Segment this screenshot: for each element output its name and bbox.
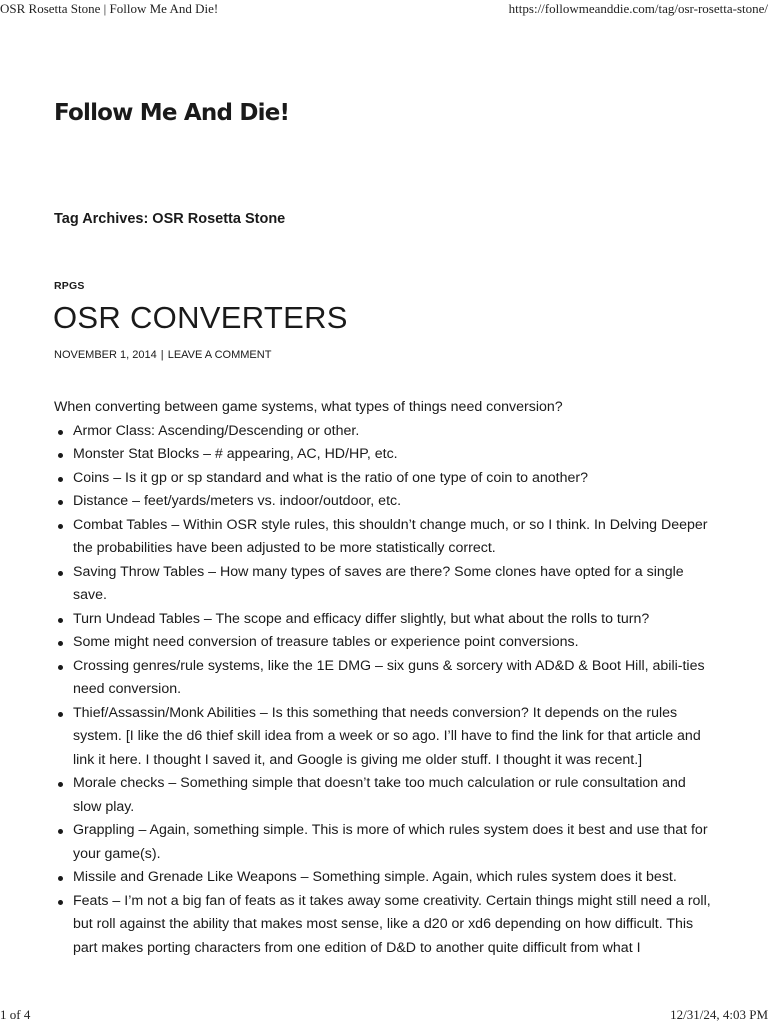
list-item-text: Grappling – Again, something simple. This is more of which rules system does it best and use that for your game(s).: [73, 822, 708, 862]
list-item: [73, 866, 716, 890]
list-item: [73, 561, 716, 608]
list-item-text: Distance – feet/yards/meters vs. indoor/outdoor, etc.: [73, 493, 402, 509]
post-title[interactable]: OSR CONVERTERS: [53, 300, 348, 335]
list-item-text: Saving Throw Tables – How many types of saves are there? Some clones have opted for a single save.: [73, 563, 684, 603]
archive-title: Tag Archives: OSR Rosetta Stone: [54, 211, 286, 227]
bullet-icon: [58, 477, 63, 482]
bullet-icon: [58, 876, 63, 881]
list-item-text: Monster Stat Blocks – # appearing, AC, HD/HP, etc.: [73, 446, 398, 462]
list-item: [73, 655, 716, 702]
list-item-text: Armor Class: Ascending/Descending or other.: [73, 422, 360, 439]
list-item-text: Missile and Grenade Like Weapons – Something simple. Again, which rules system does it best.: [73, 869, 677, 885]
list-item-text: Thief/Assassin/Monk Abilities – Is this something that needs conversion? It depends on the rules system. [I like the d6 thief skill idea from a week or so ago. I’ll have to find the link for that article and link it here. I thought I saved it, and Google is giving me older stuff. I thought it was recent.]: [73, 704, 701, 768]
list-item-text: Crossing genres/rule systems, like the 1E DMG – six guns & sorcery with AD&D & Boot Hill, abili-ties need conversion.: [73, 657, 705, 697]
bullet-icon: [58, 524, 63, 529]
list-item: [73, 702, 716, 773]
list-item: [73, 772, 716, 819]
bullet-icon: [58, 453, 63, 458]
print-timestamp: 12/31/24, 4:03 PM: [670, 1007, 768, 1022]
list-item: [73, 490, 716, 514]
bullet-icon: [58, 430, 63, 435]
bullet-icon: [58, 641, 63, 646]
bullet-icon: [58, 500, 63, 505]
print-page-title: OSR Rosetta Stone | Follow Me And Die!: [0, 1, 219, 16]
list-item: [73, 890, 716, 961]
post-category-link[interactable]: RPGS: [54, 280, 85, 292]
print-header: [0, 0, 768, 20]
list-item-text: Some might need conversion of treasure tables or experience point conversions.: [73, 634, 579, 650]
list-item: [73, 420, 716, 444]
bullet-icon: [58, 829, 63, 834]
bullet-icon: [58, 571, 63, 576]
list-item-text: Turn Undead Tables – The scope and efficacy differ slightly, but what about the rolls to turn?: [73, 610, 650, 627]
list-item-text: Morale checks – Something simple that doesn’t take too much calculation or rule consultation and slow play.: [73, 775, 686, 815]
list-item: [73, 514, 716, 561]
post-date-link[interactable]: NOVEMBER 1, 2014: [54, 349, 157, 361]
list-item: [73, 608, 716, 632]
post-meta: [54, 349, 271, 361]
bullet-icon: [58, 782, 63, 787]
post-intro: When converting between game systems, what types of things need conversion?: [54, 399, 563, 415]
bullet-icon: [58, 900, 63, 905]
site-title[interactable]: Follow Me And Die!: [54, 100, 290, 126]
print-footer: [0, 1007, 768, 1024]
list-item-text: Combat Tables – Within OSR style rules, this shouldn’t change much, or so I think. In Delving Deeper the probabilities have been adjusted to be more statistically correct.: [73, 516, 708, 556]
leave-comment-link[interactable]: LEAVE A COMMENT: [167, 349, 272, 361]
list-item: [73, 819, 716, 866]
bullet-icon: [58, 618, 63, 623]
list-item-text: Coins – Is it gp or sp standard and what is the ratio of one type of coin to another?: [73, 469, 589, 486]
list-item-text: Feats – I’m not a big fan of feats as it takes away some creativity. Certain things might still need a roll, but roll against the ability that makes most sense, like a d20 or xd6 depending on how difficult. This part makes porting characters from one edition of D&D to another quite difficult from what I: [73, 892, 711, 956]
bullet-icon: [58, 712, 63, 717]
print-url: https://followmeanddie.com/tag/osr-rosetta-stone/: [508, 1, 768, 16]
print-page-count: 1 of 4: [0, 1007, 31, 1022]
list-item: [73, 443, 716, 467]
post-content: [54, 396, 716, 960]
bullet-icon: [58, 665, 63, 670]
conversion-list: [54, 420, 716, 961]
list-item: [73, 467, 716, 491]
meta-separator: |: [160, 349, 164, 361]
list-item: [73, 631, 716, 655]
